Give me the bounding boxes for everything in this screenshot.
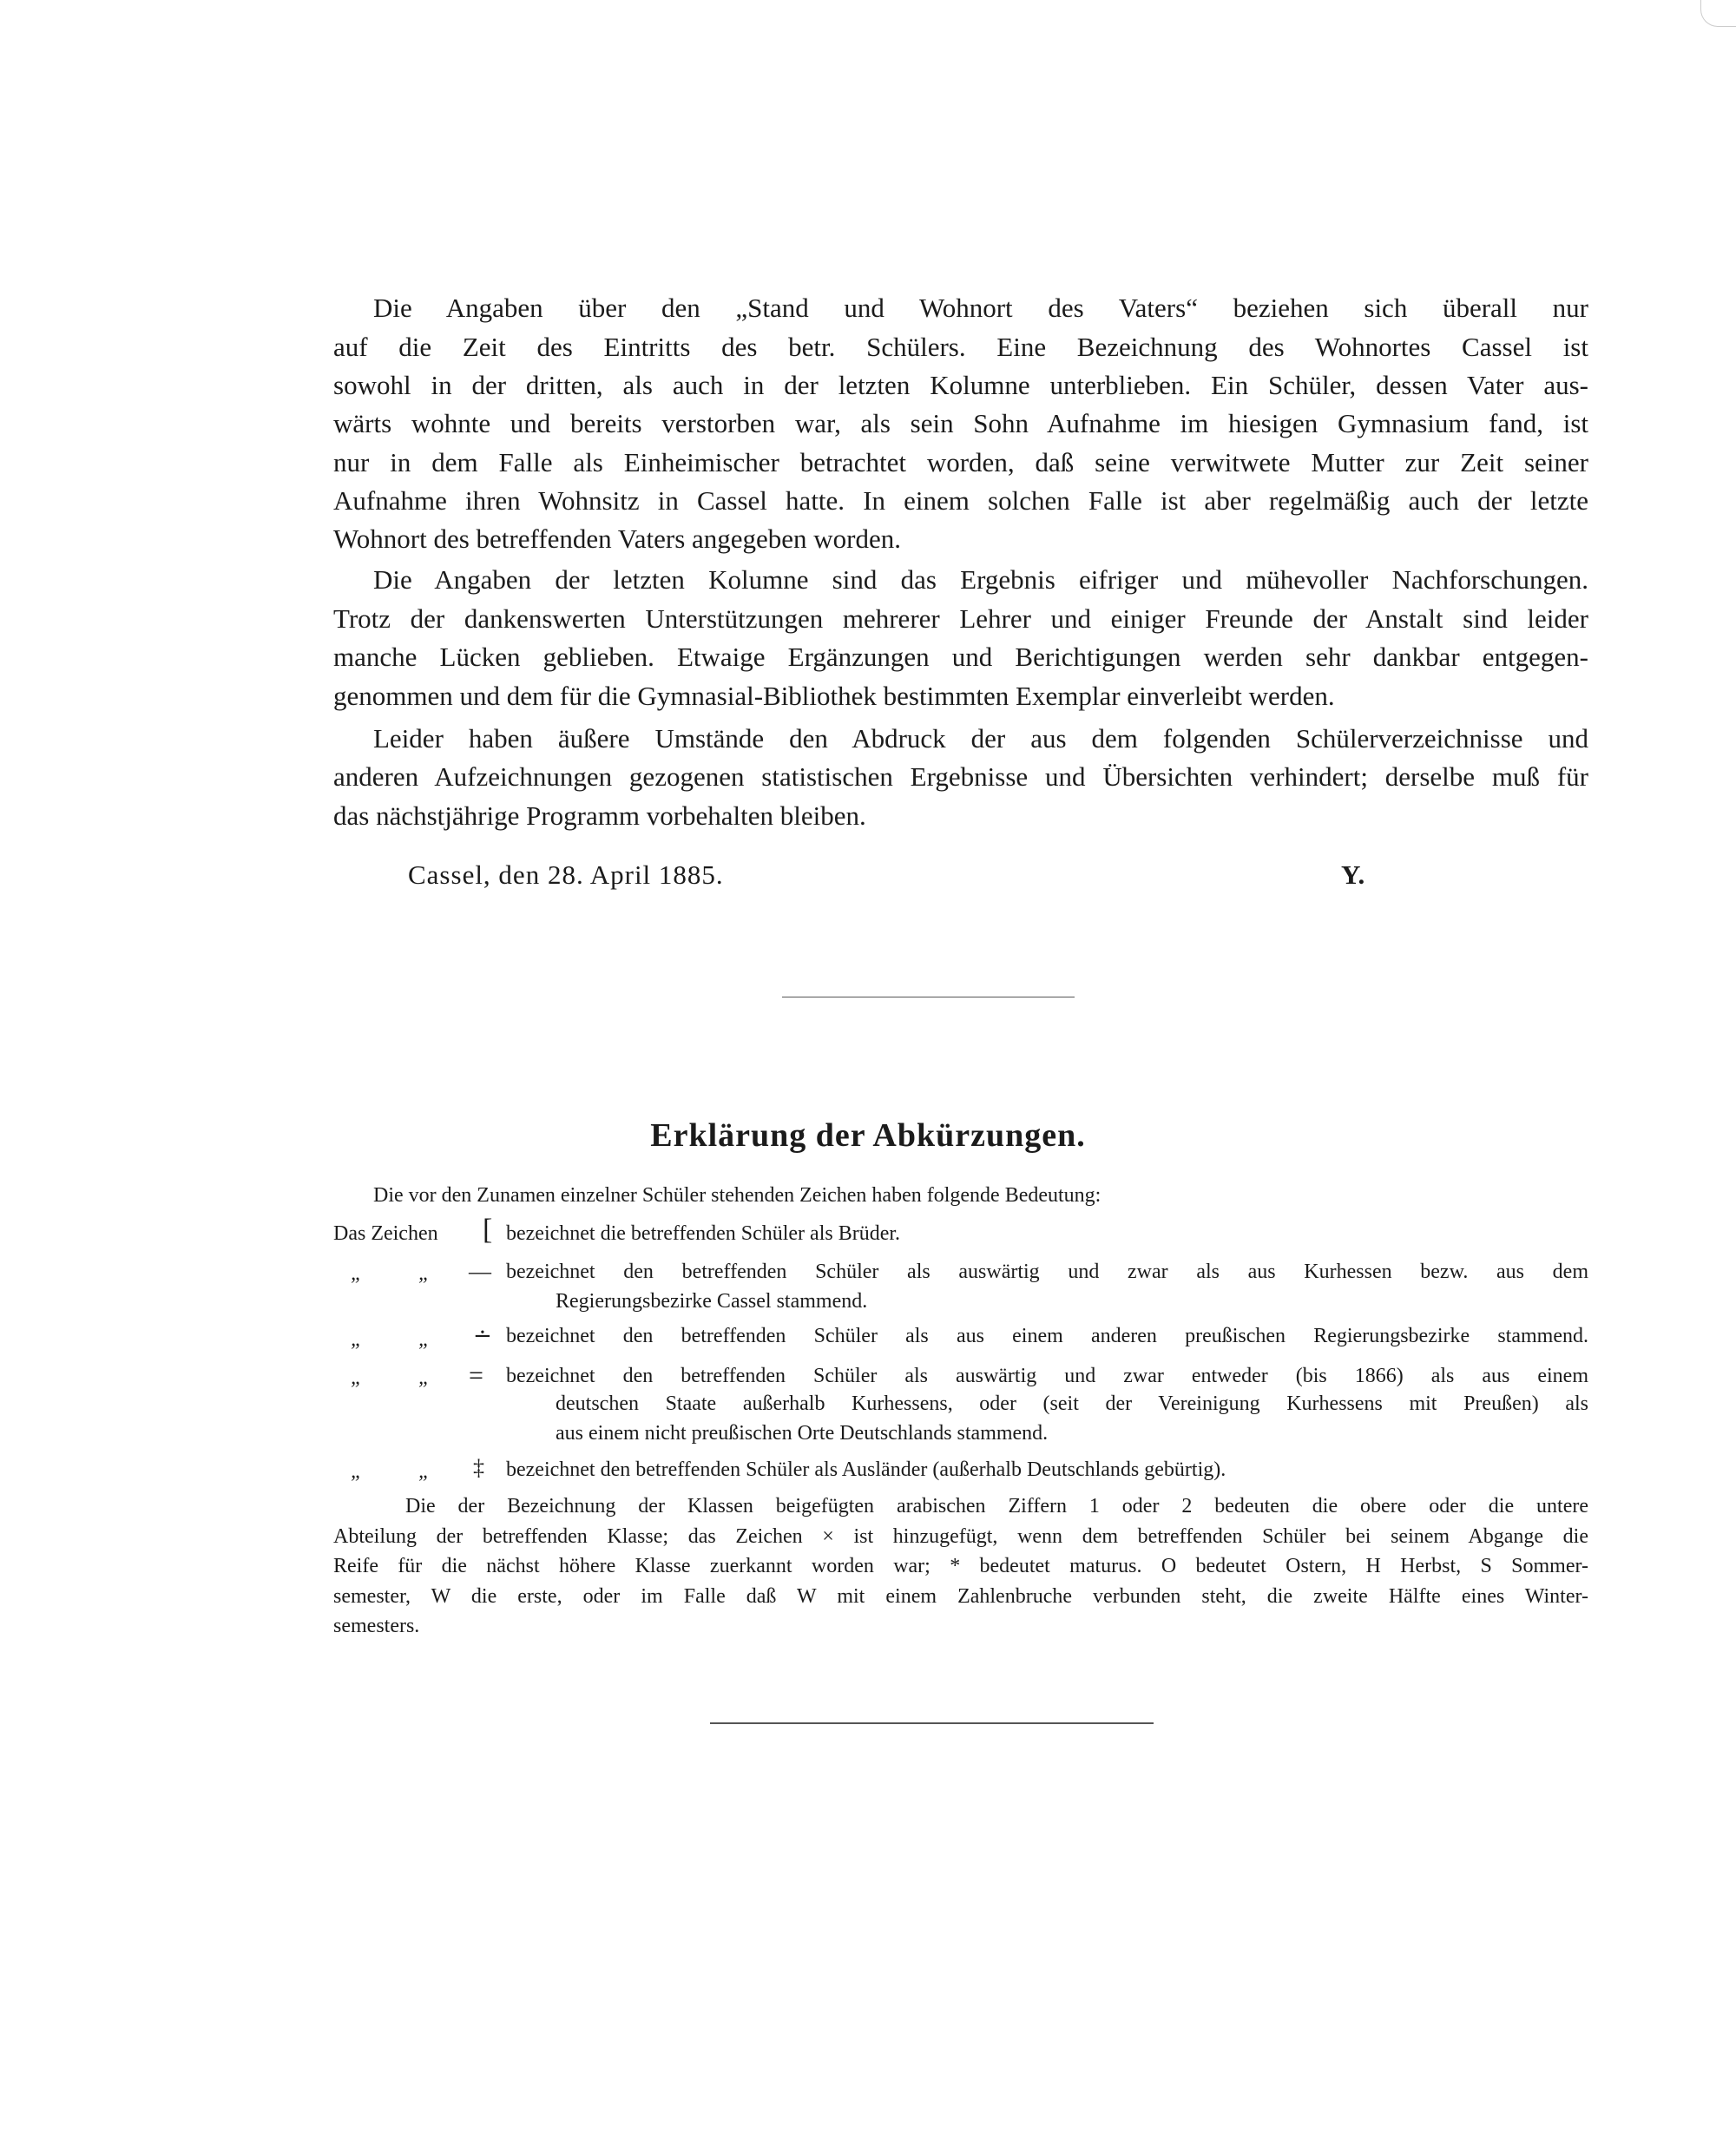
abbrev-item-line: deutschen Staate außerhalb Kurhessens, oder (seit der Vereinigung Kurhessens mit Preußen) als: [556, 1392, 1588, 1415]
bracket-symbol: [: [483, 1214, 493, 1246]
page-corner-mark: [1700, 0, 1736, 27]
signature: Y.: [1341, 859, 1365, 890]
ditto-mark: „: [351, 1366, 363, 1389]
dateline: Cassel, den 28. April 1885.: [408, 859, 724, 890]
ditto-mark: „: [418, 1460, 431, 1483]
intro-p1-line: Aufnahme ihren Wohnsitz in Cassel hatte. In einem solchen Falle ist aber regelmäßig auch der letzte: [333, 485, 1588, 516]
ditto-mark: „: [418, 1262, 431, 1285]
dot-dash-symbol: ∸: [473, 1323, 492, 1348]
ditto-mark: „: [351, 1328, 363, 1351]
intro-p1-line: sowohl in der dritten, als auch in der letzten Kolumne unterblieben. Ein Schüler, dessen Vater aus-: [333, 370, 1588, 400]
dash-symbol: —: [469, 1259, 491, 1284]
ditto-mark: „: [418, 1328, 431, 1351]
double-dash-symbol: =: [469, 1361, 483, 1390]
intro-p1-line: auf die Zeit des Eintritts des betr. Schülers. Eine Bezeichnung des Wohnortes Cassel ist: [333, 332, 1588, 362]
intro-p1-line: nur in dem Falle als Einheimischer betrachtet worden, daß seine verwitwete Mutter zur Zeit seiner: [333, 447, 1588, 477]
abbrev-item-line: bezeichnet den betreffenden Schüler als auswärtig und zwar entweder (bis 1866) als aus einem: [506, 1365, 1588, 1387]
abbrev-closing-line: Reife für die nächst höhere Klasse zuerkannt worden war; * bedeutet maturus. O bedeutet Ostern, H Herbst, S Sommer-: [333, 1555, 1588, 1577]
ditto-mark: „: [351, 1460, 363, 1483]
abbrev-closing-line: Die der Bezeichnung der Klassen beigefügten arabischen Ziffern 1 oder 2 bedeuten die obere oder die untere: [405, 1495, 1588, 1517]
double-dagger-symbol: ‡: [473, 1455, 484, 1480]
section-heading: Erklärung der Abkürzungen.: [650, 1117, 1086, 1154]
intro-p3-line: Leider haben äußere Umstände den Abdruck der aus dem folgenden Schülerverzeichnisse und: [373, 723, 1588, 754]
intro-p3-line: das nächstjährige Programm vorbehalten bleiben.: [333, 800, 866, 831]
intro-p3-line: anderen Aufzeichnungen gezogenen statistischen Ergebnisse und Übersichten verhindert; derselbe muß für: [333, 761, 1588, 792]
abbrev-item-line: bezeichnet den betreffenden Schüler als aus einem anderen preußischen Regierungsbezirke stammend.: [506, 1325, 1588, 1347]
abbrev-intro: Die vor den Zunamen einzelner Schüler stehenden Zeichen haben folgende Bedeutung:: [373, 1184, 1101, 1207]
intro-p1-line: Wohnort des betreffenden Vaters angegeben worden.: [333, 523, 902, 554]
bottom-divider: [710, 1722, 1154, 1724]
intro-p2-line: genommen und dem für die Gymnasial-Bibliothek bestimmten Exemplar einverleibt werden.: [333, 681, 1335, 711]
abbrev-closing-line: Abteilung der betreffenden Klasse; das Zeichen × ist hinzugefügt, wenn dem betreffenden Schüler bei seinem Abgange die: [333, 1525, 1588, 1548]
abbrev-closing-line: semesters.: [333, 1615, 420, 1637]
abbrev-item-line: bezeichnet den betreffenden Schüler als Ausländer (außerhalb Deutschlands gebürtig).: [506, 1458, 1226, 1481]
intro-p1-line: wärts wohnte und bereits verstorben war, als sein Sohn Aufnahme im hiesigen Gymnasium fand, ist: [333, 408, 1588, 438]
intro-p2-line: Trotz der dankenswerten Unterstützungen mehrerer Lehrer und einiger Freunde der Anstalt sind leider: [333, 603, 1588, 634]
ditto-mark: „: [351, 1262, 363, 1285]
ditto-mark: „: [418, 1366, 431, 1389]
abbrev-item-line: aus einem nicht preußischen Orte Deutschlands stammend.: [556, 1422, 1049, 1445]
intro-p1-line: Die Angaben über den „Stand und Wohnort des Vaters“ beziehen sich überall nur: [373, 293, 1588, 323]
abbrev-item-line: bezeichnet die betreffenden Schüler als Brüder.: [506, 1222, 901, 1245]
abbrev-prefix: Das Zeichen: [333, 1222, 438, 1245]
intro-p2-line: Die Angaben der letzten Kolumne sind das Ergebnis eifriger und mühevoller Nachforschungen.: [373, 564, 1588, 595]
intro-p2-line: manche Lücken geblieben. Etwaige Ergänzungen und Berichtigungen werden sehr dankbar entgegen-: [333, 642, 1588, 672]
abbrev-item-line: bezeichnet den betreffenden Schüler als auswärtig und zwar als aus Kurhessen bezw. aus dem: [506, 1261, 1588, 1283]
abbrev-closing-line: semester, W die erste, oder im Falle daß W mit einem Zahlenbruche verbunden steht, die zweite Hälfte eines Winter-: [333, 1585, 1588, 1608]
abbrev-item-line: Regierungsbezirke Cassel stammend.: [556, 1290, 868, 1313]
